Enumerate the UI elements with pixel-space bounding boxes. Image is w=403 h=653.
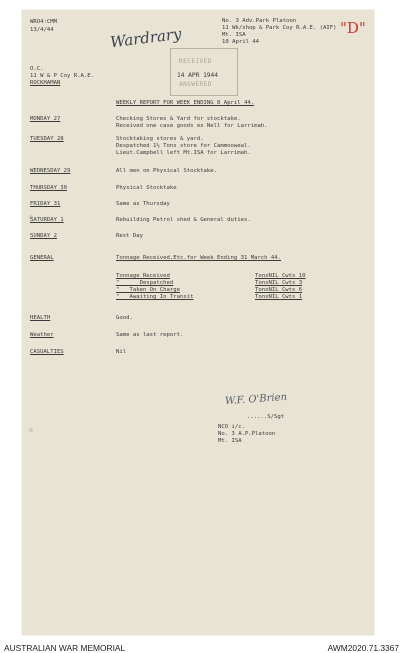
footer-institution: AUSTRALIAN WAR MEMORIAL xyxy=(4,643,126,653)
day-label: WEDNESDAY 29 xyxy=(30,168,71,174)
day-label: FRIDAY 31 xyxy=(30,201,61,207)
tonnage-value: TonsNIL Cwts 1 xyxy=(255,294,303,300)
report-title: WEEKLY REPORT FOR WEEK ENDING 8 April 44. xyxy=(116,100,255,106)
day-entry: Lieut.Campbell left Mt.ISA for Larrimah. xyxy=(116,150,251,156)
day-label: SATURDAY 1 xyxy=(30,217,64,223)
day-entry: Checking Stores & Yard for stocktake. xyxy=(116,116,241,122)
punch-hole xyxy=(29,428,33,432)
file-reference: WRO4:CMM xyxy=(30,19,57,25)
tonnage-label: " Taken On Charge xyxy=(116,287,180,293)
tonnage-label: " Awaiting In Transit xyxy=(116,294,194,300)
stamp-answered: ANSWERED xyxy=(179,81,212,88)
day-label: SUNDAY 2 xyxy=(30,233,57,239)
document-page xyxy=(22,10,374,635)
tonnage-value: TonsNIL Cwts 10 xyxy=(255,273,306,279)
signatory-location: Mt. ISA xyxy=(218,438,242,444)
signature: W.F. O'Brien xyxy=(224,391,288,408)
weather-label: Weather xyxy=(30,332,54,338)
stamp-date: 14 APR 1944 xyxy=(177,72,218,79)
tonnage-value: TonsNIL Cwts 3 xyxy=(255,280,303,286)
tonnage-value: TonsNIL Cwts 6 xyxy=(255,287,303,293)
signatory-unit: No. 3 A.P.Platoon xyxy=(218,431,276,437)
day-entry: Received one case goods ex Nell for Larrimah. xyxy=(116,123,268,129)
casualties-value: Nil xyxy=(116,349,127,355)
signature-line xyxy=(247,414,284,420)
red-mark: "D" xyxy=(340,19,366,37)
sender-unit: No. 3 Adv.Park Platoon xyxy=(222,18,297,24)
day-entry: Rest Day xyxy=(116,233,143,239)
health-value: Good. xyxy=(116,315,133,321)
signatory-title: NCO i/c. xyxy=(218,424,245,430)
stamp-received: RECEIVED xyxy=(179,58,212,65)
tonnage-title: Tonnage Received,Etc.for Week Ending 31 March 44. xyxy=(116,255,282,261)
casualties-label: CASUALTIES xyxy=(30,349,64,355)
reference-date: 13/4/44 xyxy=(30,27,54,33)
footer-accession: AWM2020.71.3367 xyxy=(327,643,399,653)
general-label: GENERAL xyxy=(30,255,54,261)
day-entry: Rebuilding Petrol shed & General duties. xyxy=(116,217,251,223)
day-entry: Despatched 1½ Tons store for Cammooweal. xyxy=(116,143,251,149)
day-label: MONDAY 27 xyxy=(30,116,61,122)
handwritten-name: Wardrary xyxy=(109,24,183,52)
day-entry: Physical Stocktake xyxy=(116,185,177,191)
day-label: THURSDAY 30 xyxy=(30,185,68,191)
signature-rank: S/Sgt xyxy=(267,414,285,420)
day-label: TUESDAY 28 xyxy=(30,136,64,142)
weather-value: Same as last report. xyxy=(116,332,184,338)
tonnage-label: " Despatched xyxy=(116,280,174,286)
sender-location: Mt. ISA xyxy=(222,32,246,38)
received-stamp xyxy=(170,48,238,96)
recipient-line: O.C. xyxy=(30,66,44,72)
day-entry: Stocktaking stores & yard. xyxy=(116,136,204,142)
day-entry: Same as Thursday xyxy=(116,201,170,207)
signature-dots: ...... xyxy=(247,414,268,420)
tonnage-label: Tonnage Received xyxy=(116,273,170,279)
letter-date: 10 April 44 xyxy=(222,39,260,45)
day-entry: All men on Physical Stocktake. xyxy=(116,168,218,174)
recipient-location: ROCKHAMAN xyxy=(30,80,61,86)
sender-company: 11 Wk/shop & Park Coy R.A.E. (AIF) xyxy=(222,25,337,31)
health-label: HEALTH xyxy=(30,315,51,321)
recipient-unit: 11 W & P Coy R.A.E. xyxy=(30,73,94,79)
